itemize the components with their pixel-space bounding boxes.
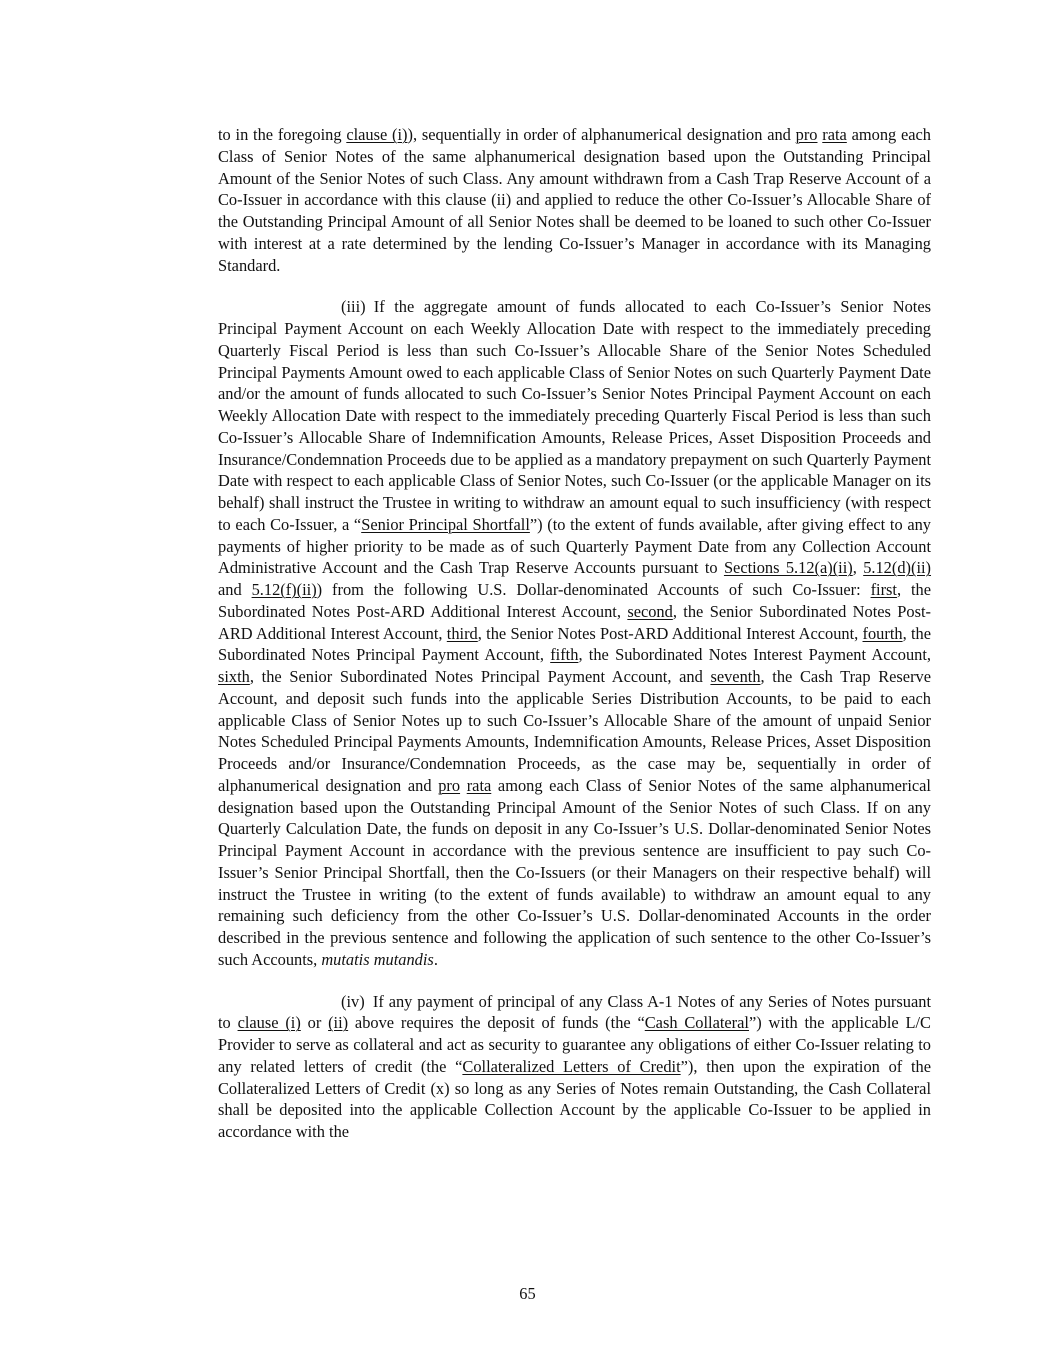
underlined-term: 5.12(f)(ii)	[251, 580, 317, 599]
underlined-term: Cash Collateral	[644, 1013, 749, 1033]
paragraph-p1	[218, 124, 931, 276]
text-run: , the Subordinated Notes Interest Payment Account,	[578, 645, 931, 665]
text-run: ,	[852, 558, 864, 578]
underlined-term: Collateralized Letters of Credit	[462, 1056, 681, 1076]
underlined-term: Senior Principal Shortfall	[361, 514, 530, 534]
text-run: and	[218, 580, 252, 599]
text-run: among each Class of Senior Notes of the same alphanumerical designation based upon the Outstanding Principal Amount of the Senior Notes of such Class. Any amount withdrawn from a Cash Trap Reserve Account of a Co-Issuer in accordance with this clause (ii) and applied to reduce the other Co-Issuer’s Allocable Share of the Outstanding Principal Amount of all Senior Notes shall be deemed to be loaned to such other Co-Issuer with interest at a rate determined by the lending Co-Issuer’s Manager in accordance with its Managing Standard.	[218, 125, 931, 275]
underlined-term: rata	[466, 775, 492, 795]
text-run: , the Senior Notes Post-ARD Additional Interest Account,	[477, 623, 863, 643]
text-run: ”) with the applicable L/C Provider to serve as collateral and act as security to guarantee any obligations of either Co-Issuer relating to any related letters of credit (the “	[218, 1013, 931, 1076]
italic-term: mutatis mutandis	[321, 949, 434, 969]
underlined-term: clause (i)	[237, 1013, 301, 1033]
text-run: (iii) If the aggregate amount of funds allocated to each Co-Issuer’s Senior Notes Principal Payment Account on each Weekly Allocation Date with respect to the immediately preceding Quarterly Fiscal Period is less than such Co-Issuer’s Allocable Share of the Senior Notes Scheduled Principal Payments Amount owed to each applicable Class of Senior Notes on such Quarterly Payment Date and/or the amount of funds allocated to such Co-Issuer’s Senior Notes Principal Payment Account on each Weekly Allocation Date with respect to the immediately preceding Quarterly Fiscal Period is less than such Co-Issuer’s Allocable Share of Indemnification Amounts, Release Prices, Asset Disposition Proceeds and Insurance/Condemnation Proceeds due to be applied as a mandatory prepayment on such Quarterly Payment Date with respect to each applicable Class of Senior Notes, such Co-Issuer (or the applicable Manager on its behalf) shall instruct the Trustee in writing to withdraw an amount equal to such insufficiency (with respect to each Co-Issuer, a “	[218, 297, 931, 534]
text-run: or	[300, 1013, 329, 1033]
text-run	[460, 776, 467, 795]
text-run: ), sequentially in order of alphanumerical designation and	[407, 125, 796, 144]
underlined-term: Sections 5.12(a)(ii)	[723, 558, 853, 578]
text-run: ”) (to the extent of funds available, after giving effect to any payments of higher priority to be made as of such Quarterly Payment Date from any Collection Account Administrative Account and the Cash Trap Reserve Accounts pursuant to	[218, 514, 931, 578]
underlined-term: second	[627, 601, 673, 621]
underlined-term: sixth	[218, 667, 250, 686]
text-run: ”), then upon the expiration of the Collateralized Letters of Credit (x) so long as any Series of Notes remain Outstanding, the Cash Collateral shall be deposited into the applicable Collection Account by the applicable Co-Issuer to be applied in accordance with the	[218, 1056, 931, 1141]
underlined-term: first	[870, 580, 897, 599]
text-run: , the Senior Subordinated Notes Post-ARD Additional Interest Account,	[218, 601, 931, 643]
underlined-term: third	[446, 623, 478, 643]
underlined-term: pro	[795, 125, 818, 144]
underlined-term: fourth	[862, 623, 903, 643]
paragraph-p2	[218, 296, 931, 970]
paragraph-p3	[218, 991, 931, 1143]
underlined-term: pro	[438, 775, 461, 795]
text-run: ) from the following U.S. Dollar-denominated Accounts of such Co-Issuer:	[316, 580, 871, 599]
text-run: (iv) If any payment of principal of any Class A-1 Notes of any Series of Notes pursuant to	[218, 991, 931, 1033]
underlined-term: (ii)	[328, 1013, 349, 1033]
text-run: above requires the deposit of funds (the “	[348, 1013, 645, 1033]
underlined-term: seventh	[710, 667, 761, 686]
text-run: , the Senior Subordinated Notes Principal Payment Account, and	[249, 667, 711, 686]
text-run: , the Subordinated Notes Principal Payment Account,	[218, 623, 931, 665]
text-run: among each Class of Senior Notes of the same alphanumerical designation based upon the Outstanding Principal Amount of the Senior Notes of such Class. If on any Quarterly Calculation Date, the funds on deposit in any Co-Issuer’s U.S. Dollar-denominated Senior Notes Principal Payment Account in accordance with the previous sentence are insufficient to pay such Co-Issuer’s Senior Principal Shortfall, then the Co-Issuers (or their Managers on their respective behalf) will instruct the Trustee in writing (to the extent of funds available) to withdraw an amount equal to any remaining such deficiency from the other Co-Issuer’s U.S. Dollar-denominated Accounts in the order described in the previous sentence and following the application of such sentence to the other Co-Issuer’s such Accounts,	[218, 775, 931, 969]
page-number: 65	[519, 1284, 536, 1303]
text-run: .	[433, 949, 438, 969]
text-run: , the Cash Trap Reserve Account, and deposit such funds into the applicable Series Distribution Accounts, to be paid to each applicable Class of Senior Notes up to such Co-Issuer’s Allocable Share of the amount of unpaid Senior Notes Scheduled Principal Payments Amounts, Indemnification Amounts, Release Prices, Asset Disposition Proceeds and/or Insurance/Condemnation Proceeds, as the case may be, sequentially in order of alphanumerical designation and	[218, 667, 931, 795]
underlined-term: clause (i)	[346, 125, 408, 144]
underlined-term: 5.12(d)(ii)	[863, 558, 932, 578]
text-run: , the Subordinated Notes Post-ARD Additional Interest Account,	[218, 580, 931, 621]
underlined-term: fifth	[550, 645, 579, 665]
document-body	[218, 124, 931, 1163]
text-run: to in the foregoing	[218, 125, 347, 144]
underlined-term: rata	[822, 125, 847, 144]
